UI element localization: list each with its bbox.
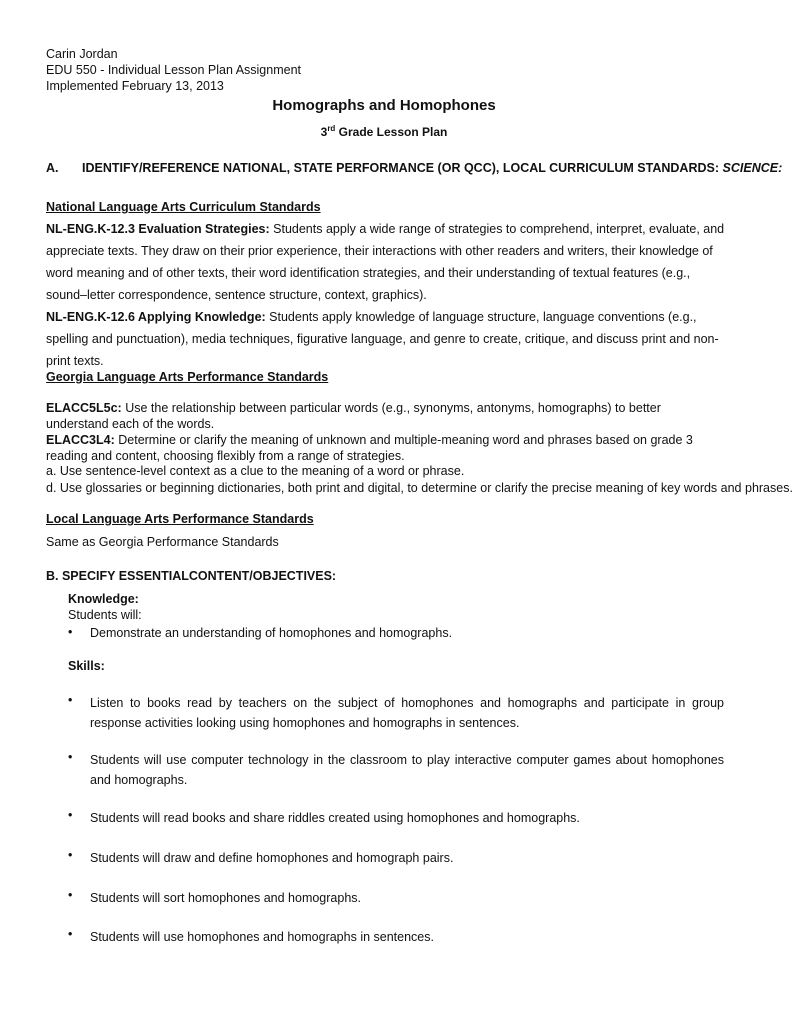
grade-ordinal: rd [327, 124, 336, 133]
section-a-letter: A. [46, 161, 59, 175]
local-standards-heading: Local Language Arts Performance Standards [46, 512, 314, 526]
list-item [68, 750, 724, 790]
page-title: Homographs and Homophones [272, 97, 496, 114]
list-item [68, 848, 724, 868]
section-a-heading [46, 161, 782, 175]
list-item-text: Students will use computer technology in the classroom to play interactive computer games about homophones and homographs. [90, 753, 724, 787]
list-item [68, 808, 724, 828]
georgia-item-d: d. Use glossaries or beginning dictionaries, both print and digital, to determine or clarify the precise meaning of key words and phrases. [46, 481, 793, 495]
national-standards-heading: National Language Arts Curriculum Standards [46, 200, 321, 214]
section-a-subject: SCIENCE: [722, 161, 783, 175]
knowledge-label: Knowledge: [68, 592, 139, 606]
georgia-standard-2 [46, 432, 726, 464]
students-will-label: Students will: [68, 608, 142, 622]
grade-number: 3 [320, 125, 328, 139]
list-item-text: Students will use homophones and homographs in sentences. [90, 930, 434, 944]
section-a-title: IDENTIFY/REFERENCE NATIONAL, STATE PERFORMANCE (OR QCC), LOCAL CURRICULUM STANDARDS: [82, 161, 720, 175]
standard-text: Determine or clarify the meaning of unknown and multiple-meaning word and phrases based on grade 3 reading and content, choosing flexibly from a range of strategies. [46, 433, 693, 463]
standard-code: NL-ENG.K-12.6 Applying Knowledge: [46, 310, 266, 324]
local-standards-text: Same as Georgia Performance Standards [46, 535, 279, 549]
georgia-standards-heading: Georgia Language Arts Performance Standards [46, 370, 329, 384]
bullet-icon: • [68, 625, 73, 639]
bullet-icon: • [68, 808, 73, 822]
standard-code: ELACC3L4: [46, 433, 115, 447]
bullet-icon: • [68, 848, 73, 862]
standard-code: NL-ENG.K-12.3 Evaluation Strategies: [46, 222, 270, 236]
list-item-text: Listen to books read by teachers on the subject of homophones and homographs and participate in group response activities looking using homophones and homographs in sentences. [90, 696, 724, 730]
national-standard-1 [46, 218, 726, 306]
author-name: Carin Jordan [46, 47, 118, 61]
list-item [68, 927, 724, 947]
bullet-icon: • [68, 888, 73, 902]
page-subtitle [0, 125, 768, 139]
implemented-date: Implemented February 13, 2013 [46, 79, 224, 93]
georgia-item-a: a. Use sentence-level context as a clue to the meaning of a word or phrase. [46, 464, 465, 478]
list-item-text: Students will draw and define homophones and homograph pairs. [90, 851, 454, 865]
standard-text: Use the relationship between particular words (e.g., synonyms, antonyms, homographs) to better understand each of the words. [46, 401, 661, 431]
georgia-standard-1 [46, 400, 726, 432]
list-item-text: Demonstrate an understanding of homophones and homographs. [90, 626, 453, 640]
bullet-icon: • [68, 693, 73, 707]
bullet-icon: • [68, 750, 73, 764]
standard-code: ELACC5L5c: [46, 401, 122, 415]
list-item [68, 693, 724, 733]
skills-label: Skills: [68, 659, 105, 673]
bullet-icon: • [68, 927, 73, 941]
standard-text: Students apply knowledge of language structure, language conventions (e.g., spelling and punctuation), media techniques, figurative language, and genre to create, critique, and discuss print and non-print texts. [46, 310, 719, 368]
list-item [68, 888, 724, 908]
standard-text: Students apply a wide range of strategies to comprehend, interpret, evaluate, and appreciate texts. They draw on their prior experience, their interactions with other readers and writers, their knowledge of word meaning and of other texts, their word identification strategies, and their understanding of textual features (e.g., sound–letter correspondence, sentence structure, context, graphics). [46, 222, 725, 302]
list-item [68, 625, 724, 641]
section-b-heading: B. SPECIFY ESSENTIALCONTENT/OBJECTIVES: [46, 569, 337, 583]
course-line: EDU 550 - Individual Lesson Plan Assignment [46, 63, 302, 77]
subtitle-rest: Grade Lesson Plan [335, 125, 448, 139]
national-standard-2 [46, 306, 726, 372]
list-item-text: Students will sort homophones and homographs. [90, 891, 361, 905]
list-item-text: Students will read books and share riddles created using homophones and homographs. [90, 811, 580, 825]
